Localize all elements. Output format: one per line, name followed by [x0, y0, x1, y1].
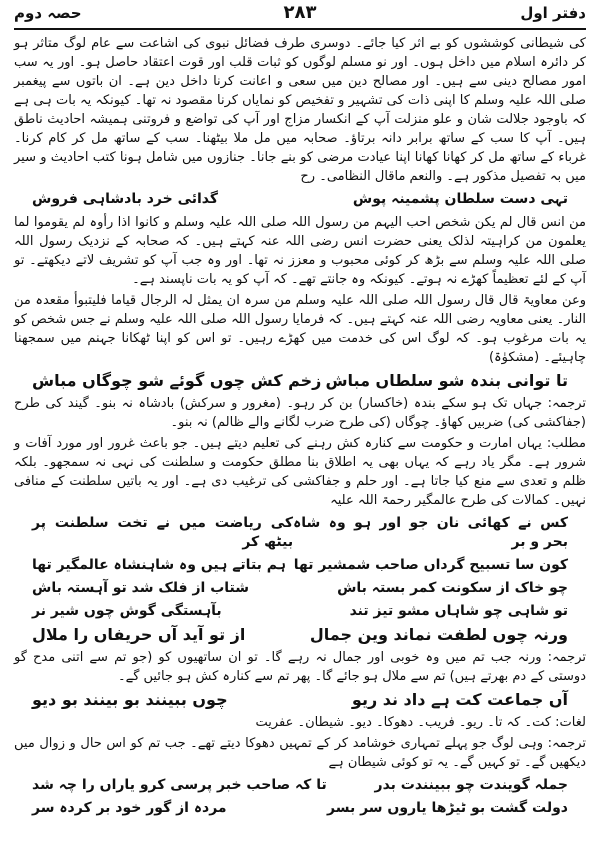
verse-2 — [32, 514, 568, 552]
verse-8-first: جملہ گویندت چو ببینندت بدر — [374, 777, 568, 793]
verse-6-second: از تو آید آں حریفاں را ملال — [32, 625, 246, 644]
verse-9 — [32, 799, 568, 818]
hadith-muawiya: وعن معاویۃ قال قال رسول اللہ صلی اللہ علیہ وسلم من سرہ ان یمثل لہ الرجال قیاما فلیتبوأ مقعدہ من النار۔ یعنی معاویہ رضی اللہ عنہ کہتے ہیں۔ کہ فرمایا رسول اللہ صلی اللہ علیہ وسلم نے جس شخص کو یہ بات مرغوب ہو۔ کہ لوگ اس کی خدمت میں کھڑے رہیں۔ تو اس کو اپنا ٹھکانا جہنم میں سمجھنا چاہیئے۔ (مشکوٰۃ) — [14, 293, 586, 365]
paragraph-intro: کی شیطانی کوششوں کو بے اثر کیا جائے۔ دوسری طرف فضائل نبوی کی اشاعت سے عام لوگ متاثر ہو کر دائرہ اسلام میں داخل ہوں۔ اور نو مسلم لوگوں کو ثبات قلب اور قوت اعتقاد حاصل ہو۔ اور یہ سب امور مصالح دینی سے ہیں۔ اور مصالح دین میں سعی و اعانت کرنا داخل دین ہے۔ ان باتوں سے پیغمبر صلی اللہ علیہ وسلم کا اپنی ذات کی تشہیر و تفخیص کو نمایاں کرنا مقصود نہ تھا۔ کیونکہ یہ بات ہی ہے کہ باوجود جلالت شان و علو منزلت آپ کے انکسار مزاج اور آپ کی تواضع و فروتنی ہمیشہ احادیث ناطق ہیں۔ آپ کا سب کے ساتھ برابر دانہ برتاؤ۔ صحابہ میں مل ملا بیٹھنا۔ سب کے ساتھ مل کر کام کرنا۔ غرباء کے ساتھ مل کر کھانا کھانا اپنا عیادت مرضی کو بنے جانا۔ جنازوں میں شامل ہونا کتب احادیث و سیر میں بہ تفصیل مذکور ہے۔ والنعم ماقال النظامی۔ رح — [14, 36, 586, 184]
verse-6-first: ورنہ چوں لطفت نماند وین جمال — [309, 625, 568, 644]
lughat-glossary: لغات: کت۔ کہ تا۔ ریو۔ فریب۔ دھوکا۔ دیو۔ شیطان۔ عفریت — [255, 715, 586, 730]
volume-label: دفتر اول — [520, 4, 586, 22]
verse-7-second: چوں ببینند بو بینند بو دیو — [32, 690, 228, 709]
verse-3 — [32, 556, 568, 575]
matlab-paragraph: مطلب: یہاں امارت و حکومت سے کنارہ کش رہنے کی تعلیم دیتے ہیں۔ جو باعث غرور اور مورد آفات و شرور ہے۔ مگر یاد رہے کہ یہاں بھی یہ اطلاق بنا مطلق حکومت و سلطنت کی نہی نہ سمجھو۔ بلکہ ظلم و تعدی سے منع کیا جاتا ہے۔ اور حلم و جفاکشی کی ترغیب دی ہے۔ اور یہ باتیں سلطنت کے منافی نہیں۔ کمالات کی طرح عالمگیر رحمۃ اللہ علیہ — [14, 436, 586, 508]
verse-9-second: مردہ از گور خود بر کردہ سر — [32, 800, 227, 816]
verse-5-second: بآہستگی گوش چوں شیر نر — [32, 603, 222, 619]
verse-3-second: ہم بتاتے ہیں وہ شاہنشاہ عالمگیر تھا — [32, 557, 286, 573]
page-body — [14, 34, 586, 839]
translation-1: ترجمہ: جہاں تک ہو سکے بندہ (خاکسار) بن کر رہو۔ (مغرور و سرکش) بادشاہ نہ بنو۔ گیند کی طرح (جفاکشی کی) ضربیں کھاؤ۔ چوگاں (کی طرح ضرب لگانے والے ظالم) نہ بنو۔ — [14, 396, 586, 430]
verse-2-first: کس نے کھائی نان جو اور ہو وہ شاہ بحر و بر — [293, 515, 568, 550]
nizami-couplet — [32, 190, 568, 209]
page-header — [14, 2, 586, 30]
couplet-line-1: تہی دست سلطان پشمینہ پوش — [352, 191, 568, 207]
verse-4-first: چو خاک از سکونت کمر بستہ باش — [337, 580, 568, 596]
verse-6 — [32, 625, 568, 644]
verse-1-first: تا توانی بندہ شو سلطاں مباش — [325, 371, 568, 390]
verse-1 — [32, 371, 568, 390]
verse-7-first: آں جماعت کت ہے داد ند ریو — [351, 690, 568, 709]
verse-2-second: کی ریاضت میں نے تخت سلطنت پر بیٹھ کر — [32, 515, 294, 550]
verse-5 — [32, 602, 568, 621]
verse-8 — [32, 776, 568, 795]
translation-2: ترجمہ: ورنہ جب تم میں وہ خوبی اور جمال نہ رہے گا۔ تو ان ساتھیوں کو (جو تم سے اتنی مدح گو دوستی کے دم بھرتے ہیں) تم سے ملال ہو جائے گا۔ پھر تم سے کنارہ کش ہو جائیں گے۔ — [14, 650, 586, 684]
verse-7 — [32, 690, 568, 709]
verse-block-urdu — [14, 514, 586, 621]
verse-4-second: شتاب از فلک شد تو آہستہ باش — [32, 580, 250, 596]
hadith-anas: من انس قال لم یکن شخص احب الیہم من رسول اللہ صلی اللہ علیہ وسلم و کانوا اذا رأوہ لم یقوموا لما یعلمون من کراہیتہ لذلک یعنی حضرت انس رضی اللہ عنہ کہتے ہیں۔ کہ صحابہ کے نزدیک رسول اللہ صلی اللہ علیہ وسلم سے بڑھ کر کوئی محبوب و معزز نہ تھا۔ اور وہ جب آپ کو تشریف لاتے دیکھتے۔ تو آپ کے لئے تعظیماً کھڑے نہ ہوتے۔ کیونکہ وہ جانتے تھے۔ کہ آپ کو یہ بات ناپسند ہے۔ — [14, 215, 586, 287]
verse-8-second: تا کہ صاحب خبر پرسی کرو یاراں را چہ شد — [32, 777, 327, 793]
part-label: حصہ دوم — [14, 4, 82, 22]
translation-3: ترجمہ: وہی لوگ جو پہلے تمہاری خوشامد کر کے تمہیں دھوکا دیتے تھے۔ جب تم کو اس حال و زوال میں دیکھیں گے۔ تو کہیں گے۔ یہ تو کوئی شیطان ہے — [14, 736, 586, 770]
verse-1-second: زخم کش چوں گوئے شو چوگاں مباش — [32, 371, 322, 390]
verse-9-first: دولت گشت بو ٹیڑھا یاروں سر بسر — [326, 800, 568, 816]
verse-5-first: تو شاہی چو شاہاں مشو تیز تند — [349, 603, 568, 619]
couplet-line-2: گدائی خرد بادشاہی فروش — [32, 191, 219, 207]
verse-4 — [32, 579, 568, 598]
page-number: ۲۸۳ — [283, 2, 317, 23]
verse-3-first: کون سا تسبیح گرداں صاحب شمشیر تھا — [293, 557, 568, 573]
